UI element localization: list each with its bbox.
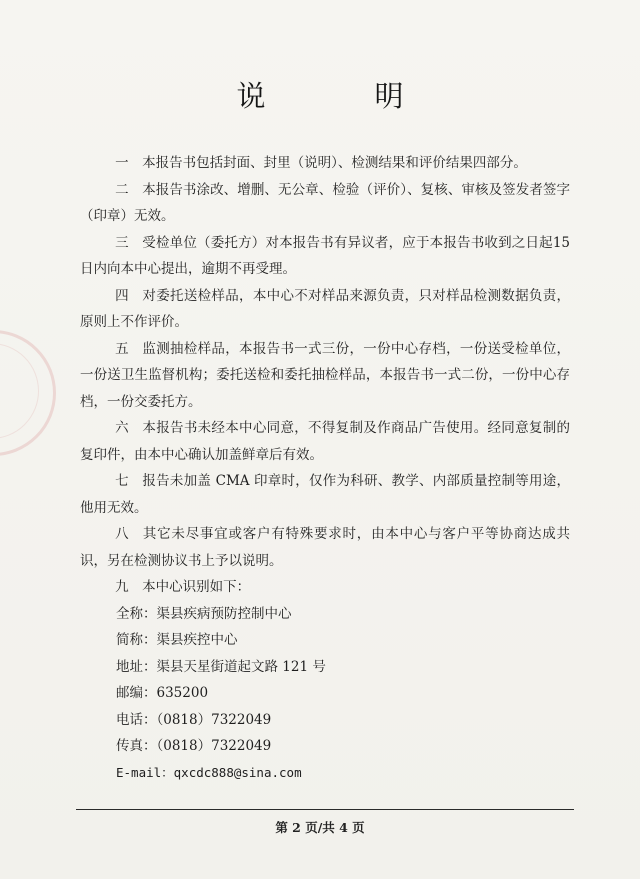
clause-text: 监测抽检样品，本报告书一式三份，一份中心存档，一份送受检单位，一份送卫生监督机构；委托送检和委托抽检样品，本报告书一式二份，一份中心存档，一份交委托方。 [80, 340, 571, 410]
page-number: 第 2 页/共 4 页 [275, 820, 365, 835]
clause-6 [80, 415, 570, 468]
center-full-name: 全称：渠县疾病预防控制中心 [116, 605, 292, 622]
clause-text: 报告未加盖 CMA 印章时，仅作为科研、教学、内部质量控制等用途，他用无效。 [80, 473, 571, 516]
center-address: 地址：渠县天星街道起文路 121 号 [116, 658, 326, 675]
center-fax: 传真：（0818）7322049 [116, 738, 272, 755]
clause-number: 一 [115, 155, 129, 171]
clause-1 [80, 150, 570, 177]
clause-2 [80, 177, 570, 230]
clause-7 [80, 468, 570, 521]
center-email: E-mail：qxcdc888@sina.com [116, 765, 302, 781]
clause-text: 本报告书涂改、增删、无公章、检验（评价）、复核、审核及签发者签字（印章）无效。 [80, 181, 571, 224]
clause-number: 五 [115, 340, 129, 357]
clause-number: 六 [115, 420, 129, 436]
document-body [80, 150, 570, 787]
center-postcode: 邮编：635200 [116, 685, 209, 702]
clause-number: 二 [115, 181, 129, 198]
center-short-name: 简称：渠县疾控中心 [116, 632, 238, 649]
clause-8 [80, 521, 570, 574]
footer-divider [76, 809, 574, 810]
clause-3 [80, 230, 570, 283]
clause-number: 七 [115, 473, 129, 489]
clause-text: 受检单位（委托方）对本报告书有异议者，应于本报告书收到之日起15日内向本中心提出，逾期不再受理。 [80, 234, 570, 277]
clause-5 [80, 336, 570, 416]
center-phone: 电话：（0818）7322049 [116, 711, 272, 728]
center-info [80, 601, 570, 787]
clause-text: 本中心识别如下： [142, 579, 251, 595]
clause-text: 本报告书未经本中心同意，不得复制及作商品广告使用。经同意复制的复印件，由本中心确认加盖鲜章后有效。 [80, 420, 571, 463]
clause-number: 八 [115, 526, 130, 542]
clause-text: 本报告书包括封面、封里（说明）、检测结果和评价结果四部分。 [142, 155, 527, 171]
clause-number: 四 [115, 287, 129, 304]
faint-seal-stamp [0, 330, 56, 456]
clause-text: 其它未尽事宜或客户有特殊要求时，由本中心与客户平等协商达成共识，另在检测协议书上予以说明。 [80, 526, 571, 569]
clause-text: 对委托送检样品，本中心不对样品来源负责，只对样品检测数据负责，原则上不作评价。 [80, 287, 571, 330]
clause-number: 三 [115, 234, 129, 251]
clause-4 [80, 283, 570, 336]
clause-number: 九 [115, 579, 129, 595]
clause-9 [80, 574, 570, 601]
page-title: 说 明 [236, 79, 444, 113]
seal-inner-ring [0, 343, 39, 439]
